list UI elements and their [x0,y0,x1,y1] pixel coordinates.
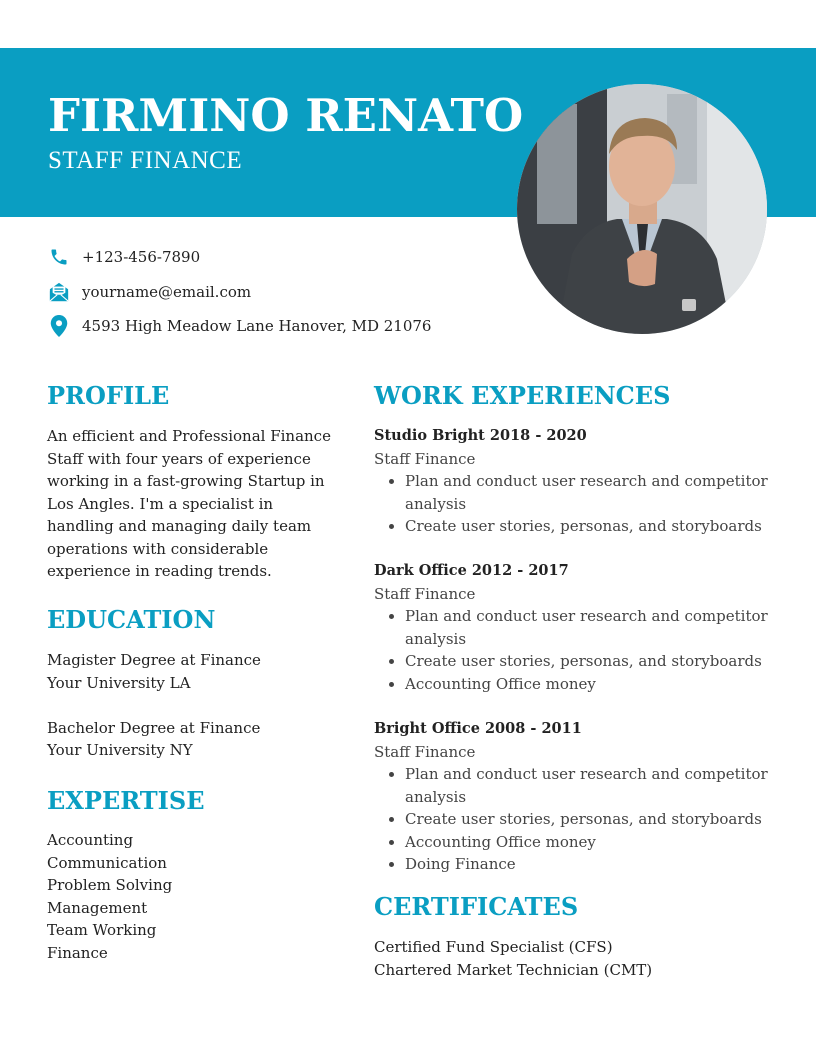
expertise-item: Communication [47,853,167,872]
email-icon [48,281,70,303]
work-job [374,718,774,876]
job-duties [374,470,774,538]
expertise-item: Team Working [47,921,157,939]
certificate-item: Certified Fund Specialist (CFS) [374,938,613,956]
phone-icon [48,246,70,268]
profile-summary: An efficient and Professional Finance Staff with four years of experience working in a fast-growing Startup in Los Angles. I'm a specialist in handling and managing daily team operations with considerable experience in reading trends. [47,427,331,580]
expertise-item: Accounting [47,831,134,849]
street-address: 4593 High Meadow Lane Hanover, MD 21076 [82,317,432,336]
education-entry [47,649,337,694]
profile-heading: PROFILE [47,381,170,410]
location-pin-icon [48,315,70,337]
job-role: Staff Finance [374,742,476,761]
education-list [47,649,337,784]
certificates-heading: CERTIFICATES [374,892,579,921]
contact-list [48,240,431,344]
expertise-item: Management [47,898,148,917]
work-job [374,425,774,538]
profile-photo-illustration [517,84,767,334]
job-duty: • Plan and conduct user research and competitor analysis [405,470,774,515]
expertise-list [47,829,337,964]
job-role: Staff Finance [374,449,476,468]
contact-email [48,275,431,310]
job-duty: • Accounting Office money [405,673,774,696]
contact-address [48,309,431,344]
job-duties [374,605,774,695]
education-entry [47,717,337,762]
education-heading: EDUCATION [47,605,216,634]
job-heading: Bright Office 2008 - 2011 [374,720,582,737]
certificates-list [374,936,774,981]
education-degree: Bachelor Degree at Finance [47,718,261,737]
job-duty: • Plan and conduct user research and competitor analysis [405,605,774,650]
expertise-item: Finance [47,943,108,962]
job-duties [374,763,774,876]
candidate-role: STAFF FINANCE [48,147,243,174]
job-duty: • Create user stories, personas, and storyboards [405,650,774,673]
job-role: Staff Finance [374,584,476,603]
phone-number: +123-456-7890 [82,248,201,267]
job-duty: • Create user stories, personas, and storyboards [405,808,774,831]
job-duty: • Create user stories, personas, and storyboards [405,515,774,538]
expertise-heading: EXPERTISE [47,786,205,815]
job-duty: • Accounting Office money [405,831,774,854]
job-heading: Studio Bright 2018 - 2020 [374,427,587,444]
education-degree: Magister Degree at Finance [47,651,261,669]
email-address: yourname@email.com [82,282,252,301]
work-job [374,560,774,695]
job-duty: • Doing Finance [405,853,774,876]
candidate-name: FIRMINO RENATO [48,89,524,142]
job-heading: Dark Office 2012 - 2017 [374,562,569,579]
work-experience-heading: WORK EXPERIENCES [374,381,671,410]
job-duty: • Plan and conduct user research and competitor analysis [405,763,774,808]
education-school: Your University LA [47,673,191,692]
expertise-item: Problem Solving [47,876,173,894]
contact-phone [48,240,431,275]
profile-photo [517,84,767,334]
certificate-item: Chartered Market Technician (CMT) [374,960,653,979]
education-school: Your University NY [47,741,193,759]
